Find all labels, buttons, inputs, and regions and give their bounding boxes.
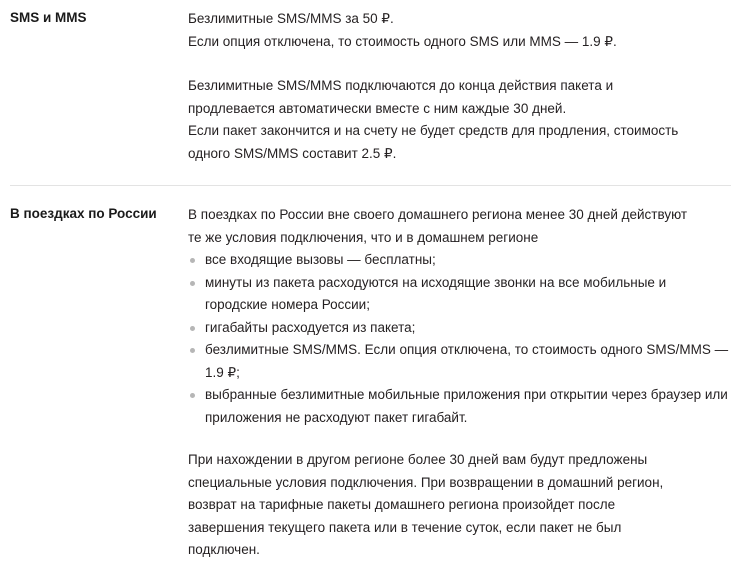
sms-line-2: Если опция отключена, то стоимость одного SMS или MMS — 1.9 ₽. bbox=[188, 33, 617, 49]
sms-line-6: одного SMS/MMS составит 2.5 ₽. bbox=[188, 145, 397, 161]
travel-outro-line-1: При нахождении в другом регионе более 30 дней вам будут предложены bbox=[188, 452, 648, 467]
section-label-travel-russia: В поездках по России bbox=[10, 206, 157, 221]
list-item: минуты из пакета расходуются на исходящие звонки на все мобильные и городские номера России; bbox=[188, 272, 731, 317]
list-item: все входящие вызовы — бесплатны; bbox=[188, 249, 731, 272]
travel-conditions-list bbox=[188, 249, 731, 429]
section-travel-russia bbox=[10, 204, 731, 562]
paragraph-gap bbox=[188, 429, 731, 449]
sms-line-4: продлевается автоматически вместе с ним каждые 30 дней. bbox=[188, 100, 567, 116]
travel-intro-line-2: те же условия подключения, что и в домашнем регионе bbox=[188, 229, 539, 245]
section-divider bbox=[10, 185, 731, 186]
section-body-travel-russia bbox=[188, 204, 731, 562]
travel-outro-line-5: подключен. bbox=[188, 542, 260, 557]
list-item: безлимитные SMS/MMS. Если опция отключена, то стоимость одного SMS/MMS — 1.9 ₽; bbox=[188, 339, 731, 384]
sms-line-5: Если пакет закончится и на счету не будет средств для продления, стоимость bbox=[188, 123, 679, 138]
section-label-sms-mms: SMS и MMS bbox=[10, 10, 87, 25]
travel-outro-line-3: возврат на тарифные пакеты домашнего региона произойдет после bbox=[188, 497, 616, 512]
sms-line-1: Безлимитные SMS/MMS за 50 ₽. bbox=[188, 11, 394, 26]
list-item: гигабайты расходуется из пакета; bbox=[188, 317, 731, 340]
section-sms-mms bbox=[10, 8, 731, 165]
travel-outro-line-2: специальные условия подключения. При возвращении в домашний регион, bbox=[188, 474, 664, 490]
paragraph-gap bbox=[188, 53, 731, 75]
travel-intro-line-1: В поездках по России вне своего домашнего региона менее 30 дней действуют bbox=[188, 207, 688, 222]
sms-line-3: Безлимитные SMS/MMS подключаются до конца действия пакета и bbox=[188, 78, 614, 93]
list-item: выбранные безлимитные мобильные приложения при открытии через браузер или приложения не расходуют пакет гигабайт. bbox=[188, 384, 731, 429]
section-body-sms-mms bbox=[188, 8, 731, 165]
travel-outro-line-4: завершения текущего пакета или в течение суток, если пакет не был bbox=[188, 519, 622, 535]
